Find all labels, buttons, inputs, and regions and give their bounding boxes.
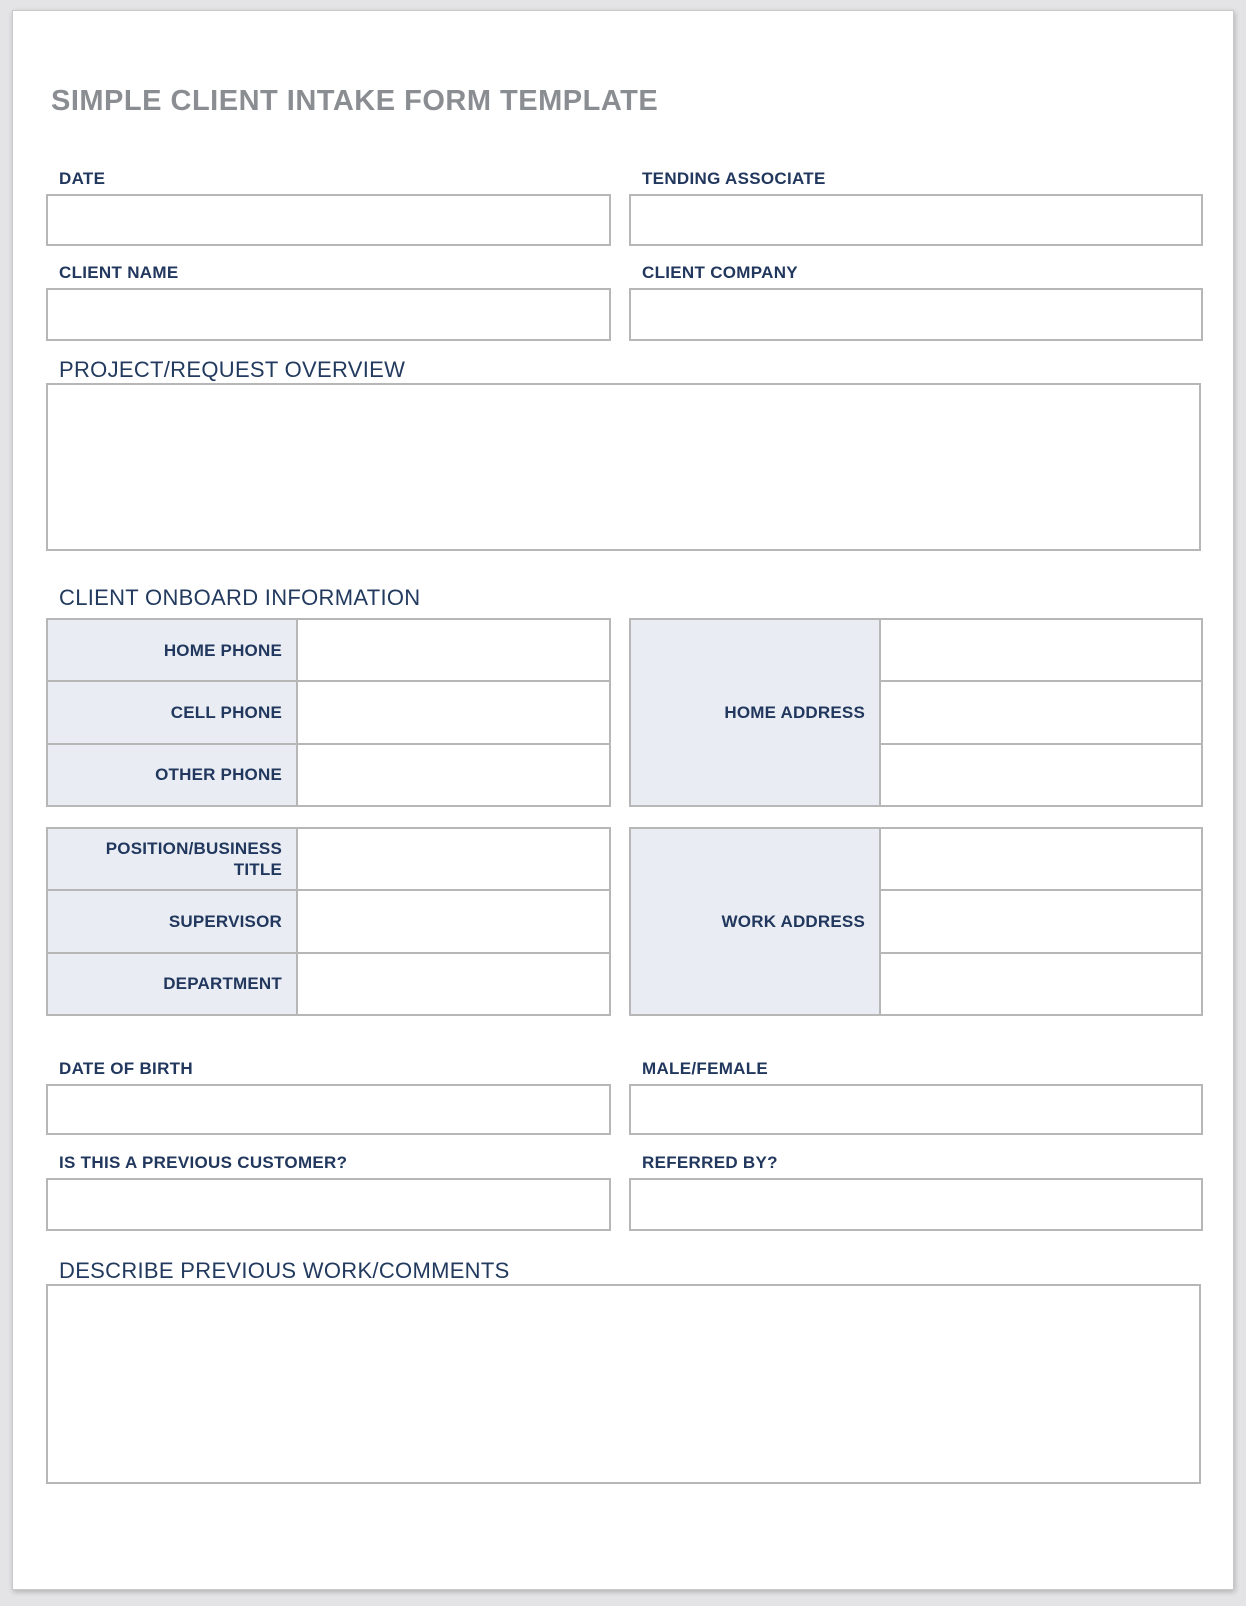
- field-referred-by: [629, 1152, 1203, 1231]
- work-address-table: [629, 827, 1203, 1016]
- client-company-input[interactable]: [629, 288, 1203, 341]
- work-address-label: WORK ADDRESS: [631, 829, 881, 1014]
- form-row-name-company: [46, 262, 1201, 341]
- previous-work-comments-header: DESCRIBE PREVIOUS WORK/COMMENTS: [59, 1258, 510, 1283]
- client-onboard-header: CLIENT ONBOARD INFORMATION: [59, 585, 421, 610]
- onboard-tables-phones-home: [46, 618, 1201, 807]
- date-label: DATE: [59, 169, 106, 188]
- onboard-tables-work: [46, 827, 1201, 1016]
- department-input[interactable]: [298, 954, 609, 1014]
- page-title: SIMPLE CLIENT INTAKE FORM TEMPLATE: [51, 85, 659, 117]
- home-phone-input[interactable]: [298, 620, 609, 680]
- male-female-input[interactable]: [629, 1084, 1203, 1135]
- supervisor-label: SUPERVISOR: [48, 891, 298, 951]
- client-name-input[interactable]: [46, 288, 611, 341]
- previous-customer-label: IS THIS A PREVIOUS CUSTOMER?: [59, 1153, 348, 1172]
- cell-phone-label: CELL PHONE: [48, 682, 298, 742]
- client-company-label: CLIENT COMPANY: [642, 263, 798, 282]
- date-of-birth-input[interactable]: [46, 1084, 611, 1135]
- field-date-of-birth: [46, 1058, 611, 1135]
- tending-associate-label: TENDING ASSOCIATE: [642, 169, 826, 188]
- home-address-label: HOME ADDRESS: [631, 620, 881, 805]
- date-of-birth-label: DATE OF BIRTH: [59, 1059, 193, 1078]
- field-client-company: [629, 262, 1203, 341]
- field-date: [46, 168, 611, 246]
- work-info-table: [46, 827, 611, 1016]
- department-label: DEPARTMENT: [48, 954, 298, 1014]
- tending-associate-input[interactable]: [629, 194, 1203, 246]
- project-overview-textarea[interactable]: [46, 383, 1201, 551]
- form-row-dob-gender: [46, 1058, 1201, 1135]
- section-previous-work-comments: [46, 1258, 1201, 1484]
- work-address-input-1[interactable]: [881, 829, 1201, 889]
- table-row-department: [48, 952, 609, 1014]
- work-address-cells: [881, 829, 1201, 1014]
- position-title-input[interactable]: [298, 829, 609, 889]
- supervisor-input[interactable]: [298, 891, 609, 951]
- table-row-home-phone: [48, 620, 609, 680]
- project-overview-header: PROJECT/REQUEST OVERVIEW: [59, 357, 406, 382]
- table-row-other-phone: [48, 743, 609, 805]
- work-address-input-2[interactable]: [881, 889, 1201, 951]
- form-row-previous-referred: [46, 1152, 1201, 1231]
- phone-table: [46, 618, 611, 807]
- previous-work-comments-textarea[interactable]: [46, 1284, 1201, 1484]
- date-input[interactable]: [46, 194, 611, 246]
- field-previous-customer: [46, 1152, 611, 1231]
- other-phone-label: OTHER PHONE: [48, 745, 298, 805]
- other-phone-input[interactable]: [298, 745, 609, 805]
- form-row-date-associate: [46, 168, 1201, 246]
- home-address-cells: [881, 620, 1201, 805]
- field-male-female: [629, 1058, 1203, 1135]
- home-address-table: [629, 618, 1203, 807]
- home-address-input-1[interactable]: [881, 620, 1201, 680]
- home-address-input-2[interactable]: [881, 680, 1201, 742]
- male-female-label: MALE/FEMALE: [642, 1059, 769, 1078]
- field-tending-associate: [629, 168, 1203, 246]
- referred-by-label: REFERRED BY?: [642, 1153, 778, 1172]
- home-address-input-3[interactable]: [881, 743, 1201, 805]
- cell-phone-input[interactable]: [298, 682, 609, 742]
- client-name-label: CLIENT NAME: [59, 263, 179, 282]
- table-row-cell-phone: [48, 680, 609, 742]
- referred-by-input[interactable]: [629, 1178, 1203, 1231]
- document-page: [12, 10, 1234, 1590]
- previous-customer-input[interactable]: [46, 1178, 611, 1231]
- table-row-supervisor: [48, 889, 609, 951]
- field-client-name: [46, 262, 611, 341]
- home-phone-label: HOME PHONE: [48, 620, 298, 680]
- table-row-position-title: [48, 829, 609, 889]
- position-title-label: POSITION/BUSINESS TITLE: [48, 829, 298, 889]
- section-project-overview: [46, 357, 1201, 551]
- work-address-input-3[interactable]: [881, 952, 1201, 1014]
